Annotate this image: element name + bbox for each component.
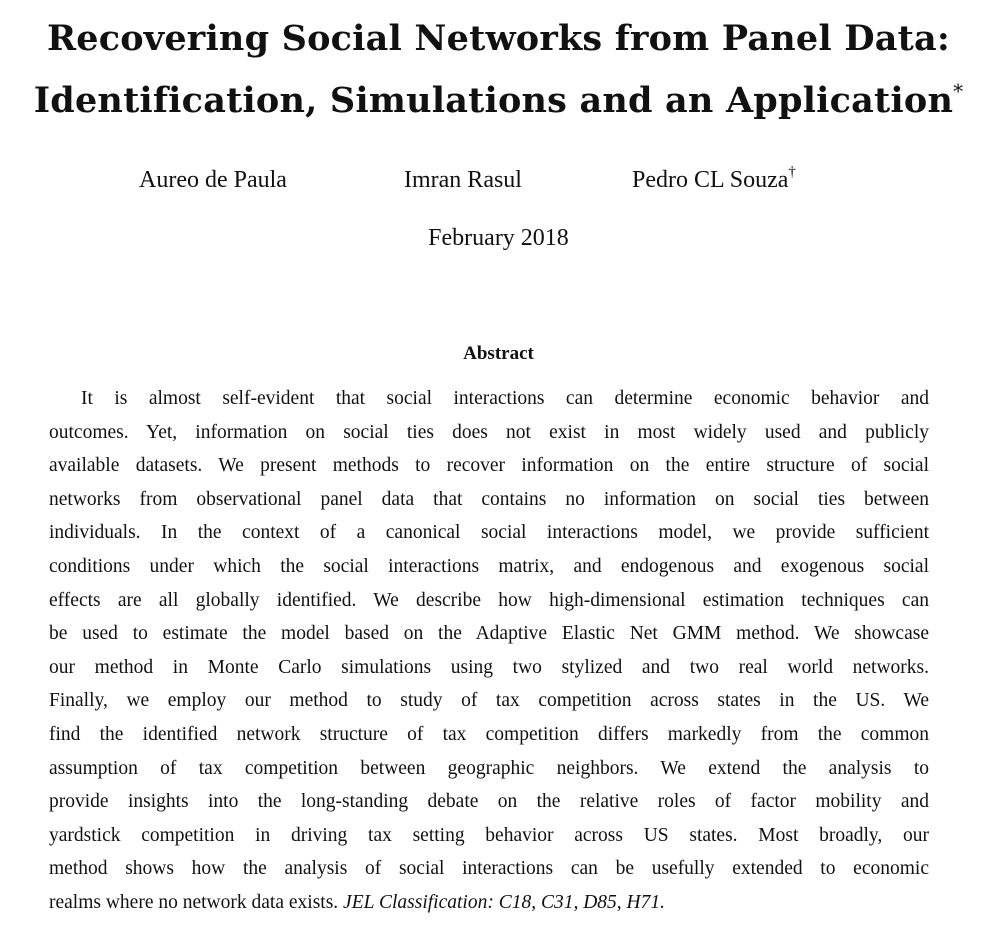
publication-date: February 2018 — [428, 225, 569, 251]
author-name: Aureo de Paula — [139, 167, 287, 193]
title-footnote-mark[interactable]: * — [953, 79, 964, 103]
abstract-line: find the identified network structure of tax competition differs markedly from the common — [49, 723, 929, 745]
abstract-line: networks from observational panel data that contains no information on social ties between — [49, 488, 929, 510]
author-2 — [404, 162, 522, 198]
abstract-line: method shows how the analysis of social interactions can be usefully extended to economic — [49, 858, 929, 880]
abstract-line: outcomes. Yet, information on social ties does not exist in most widely used and publicly — [49, 421, 929, 443]
abstract-body — [49, 382, 929, 920]
abstract-heading: Abstract — [463, 343, 534, 364]
paper-title — [0, 8, 997, 132]
abstract-line: conditions under which the social interactions matrix, and endogenous and exogenous social — [49, 555, 929, 577]
title-line-2 — [0, 70, 997, 132]
abstract-line: assumption of tax competition between geographic neighbors. We extend the analysis to — [49, 757, 929, 779]
abstract-line: effects are all globally identified. We describe how high-dimensional estimation techniques can — [49, 589, 929, 611]
abstract-line: be used to estimate the model based on the Adaptive Elastic Net GMM method. We showcase — [49, 623, 929, 645]
abstract-line: our method in Monte Carlo simulations using two stylized and two real world networks. — [49, 656, 929, 678]
abstract-line: available datasets. We present methods to recover information on the entire structure of social — [49, 455, 929, 477]
abstract-line: yardstick competition in driving tax setting behavior across US states. Most broadly, our — [49, 824, 929, 846]
author-name: Imran Rasul — [404, 167, 522, 193]
abstract-line: provide insights into the long-standing debate on the relative roles of factor mobility and — [49, 791, 929, 813]
title-line-1: Recovering Social Networks from Panel Data: — [46, 18, 951, 59]
title-line-2-text: Identification, Simulations and an Application — [33, 80, 954, 121]
author-3 — [632, 162, 796, 198]
abstract-last-line — [49, 886, 929, 920]
abstract-line: individuals. In the context of a canonical social interactions model, we provide sufficient — [49, 522, 929, 544]
author-footnote-mark[interactable]: † — [788, 164, 796, 180]
author-name: Pedro CL Souza — [632, 167, 789, 193]
abstract-line: Finally, we employ our method to study of tax competition across states in the US. We — [49, 690, 929, 712]
jel-classification: JEL Classification: C18, C31, D85, H71. — [343, 891, 665, 913]
abstract-line: realms where no network data exists. — [49, 891, 339, 913]
author-1 — [139, 162, 287, 198]
abstract-line: It is almost self-evident that social interactions can determine economic behavior and — [81, 388, 929, 409]
